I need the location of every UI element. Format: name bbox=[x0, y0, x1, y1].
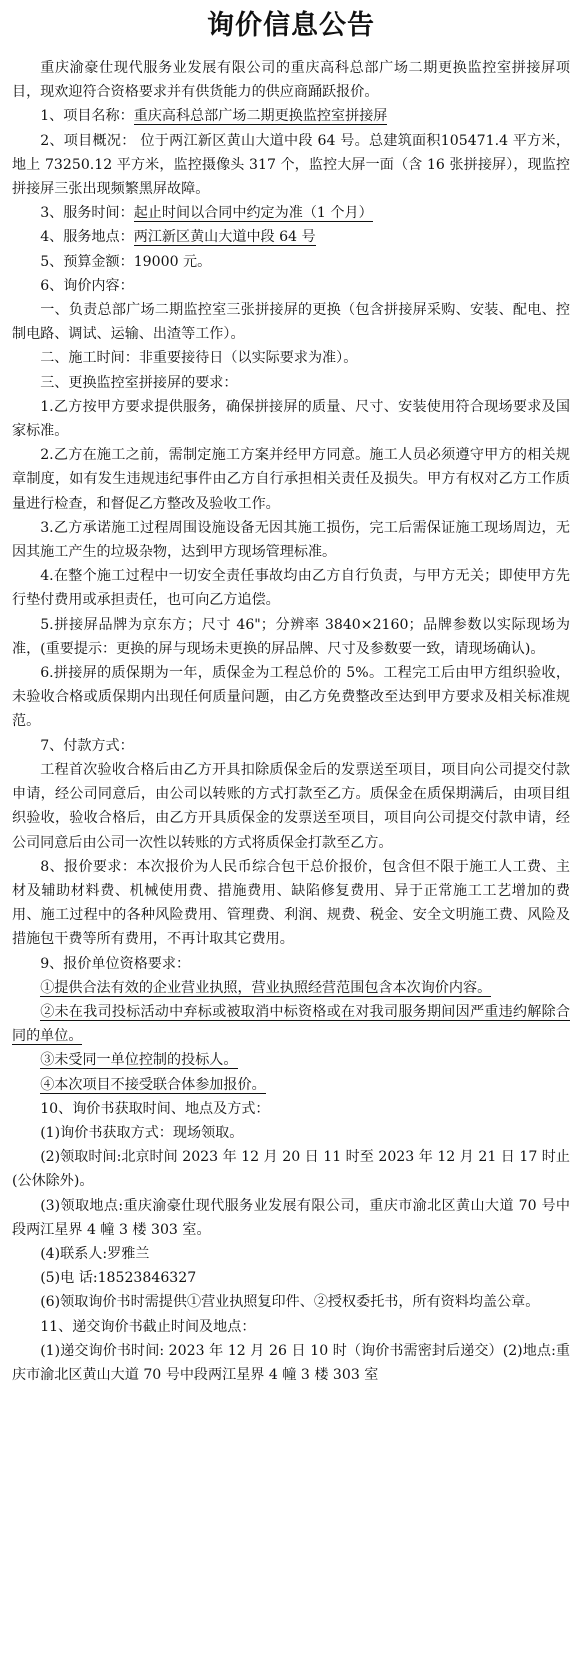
paragraph-text: 一、负责总部广场二期监控室三张拼接屏的更换（包含拼接屏采购、安装、配电、控制电路、调试、运输、出渣等工作）。 bbox=[12, 302, 570, 343]
underlined-text: 两江新区黄山大道中段 64 号 bbox=[133, 229, 316, 246]
announcement-body bbox=[12, 56, 570, 1387]
paragraph-text: 9、报价单位资格要求： bbox=[40, 955, 191, 972]
underlined-text: ②未在我司投标活动中弃标或被取消中标资格或在对我司服务期间因严重违约解除合同的单位。 bbox=[12, 1003, 570, 1045]
paragraph-text: (1)递交询价书时间: 2023 年 12 月 26 日 10 时（询价书需密封后递交）(2)地点:重庆市渝北区黄山大道 70 号中段两江星界 4 幢 3 楼 303 室 bbox=[12, 1342, 570, 1383]
underlined-text: ①提供合法有效的企业营业执照，营业执照经营范围包含本次询价内容。 bbox=[40, 979, 492, 996]
paragraph-text: 1.乙方按甲方要求提供服务，确保拼接屏的质量、尺寸、安装使用符合现场要求及国家标准。 bbox=[12, 398, 570, 440]
paragraph-text: 6、询价内容： bbox=[40, 277, 134, 294]
paragraph bbox=[12, 371, 570, 395]
paragraph bbox=[12, 1266, 570, 1290]
paragraph bbox=[12, 298, 570, 346]
paragraph bbox=[12, 1121, 570, 1145]
paragraph-text: 11、递交询价书截止时间及地点： bbox=[40, 1318, 256, 1335]
paragraph bbox=[12, 104, 570, 128]
item-label: 3、服务时间： bbox=[40, 205, 134, 222]
paragraph-text: 10、询价书获取时间、地点及方式： bbox=[40, 1100, 270, 1117]
paragraph bbox=[12, 129, 570, 202]
paragraph bbox=[12, 516, 570, 564]
paragraph bbox=[12, 395, 570, 443]
paragraph bbox=[12, 1194, 570, 1242]
paragraph bbox=[12, 564, 570, 612]
paragraph bbox=[12, 201, 570, 225]
paragraph bbox=[12, 1145, 570, 1193]
paragraph-text: 2、项目概况： 位于两江新区黄山大道中段 64 号。总建筑面积105471.4 平方米，地上 73250.12 平方米，监控摄像头 317 个，监控大屏一面（含 16 张拼接屏），现监控拼接屏三张出现频繁黑屏故障。 bbox=[12, 132, 570, 198]
item-label: 4、服务地点： bbox=[40, 229, 134, 246]
paragraph-text: 工程首次验收合格后由乙方开具扣除质保金后的发票送至项目，项目向公司提交付款申请，经公司同意后，由公司以转账的方式打款至乙方。质保金在质保期满后，由项目组织验收，验收合格后，由乙方开具质保金的发票送至项目，项目向公司提交付款申请，经公司同意后由公司一次性以转账的方式将质保金打款至乙方。 bbox=[12, 761, 570, 851]
item-label: 1、项目名称： bbox=[40, 108, 134, 125]
paragraph-text: 重庆渝豪仕现代服务业发展有限公司的重庆高科总部广场二期更换监控室拼接屏项目，现欢迎符合资格要求并有供货能力的供应商踊跃报价。 bbox=[12, 60, 570, 101]
paragraph bbox=[12, 1048, 570, 1072]
paragraph-text: (5)电 话:18523846327 bbox=[40, 1270, 197, 1287]
paragraph-text: 6.拼接屏的质保期为一年，质保金为工程总价的 5%。工程完工后由甲方组织验收，未验收合格或质保期内出现任何质量问题，由乙方免费整改至达到甲方要求及相关标准规范。 bbox=[12, 665, 570, 730]
paragraph bbox=[12, 734, 570, 758]
paragraph bbox=[12, 274, 570, 298]
paragraph bbox=[12, 1339, 570, 1387]
paragraph-text: 5、预算金额：19000 元。 bbox=[40, 253, 212, 270]
underlined-text: ④本次项目不接受联合体参加报价。 bbox=[40, 1076, 266, 1093]
underlined-text: ③未受同一单位控制的投标人。 bbox=[40, 1052, 238, 1069]
underlined-text: 起止时间以合同中约定为准（1 个月） bbox=[133, 205, 373, 222]
paragraph bbox=[12, 443, 570, 516]
paragraph bbox=[12, 1315, 570, 1339]
paragraph-text: 4.在整个施工过程中一切安全责任事故均由乙方自行负责，与甲方无关；即使甲方先行垫付费用或承担责任，也可向乙方追偿。 bbox=[12, 568, 570, 609]
paragraph bbox=[12, 225, 570, 249]
paragraph bbox=[12, 613, 570, 661]
paragraph-text: (4)联系人:罗雅兰 bbox=[40, 1245, 150, 1262]
paragraph-text: 2.乙方在施工之前，需制定施工方案并经甲方同意。施工人员必须遵守甲方的相关规章制度，如有发生违规违纪事件由乙方自行承担相关责任及损失。甲方有权对乙方工作质量进行检查，和督促乙方整改及验收工作。 bbox=[12, 447, 570, 512]
paragraph-text: (3)领取地点:重庆渝豪仕现代服务业发展有限公司，重庆市渝北区黄山大道 70 号中段两江星界 4 幢 3 楼 303 室。 bbox=[12, 1197, 570, 1238]
paragraph-text: 二、施工时间：非重要接待日（以实际要求为准）。 bbox=[40, 350, 358, 367]
paragraph bbox=[12, 758, 570, 855]
paragraph bbox=[12, 250, 570, 274]
paragraph-text: (2)领取时间:北京时间 2023 年 12 月 20 日 11 时至 2023 年 12 月 21 日 17 时止(公休除外)。 bbox=[12, 1149, 570, 1190]
paragraph bbox=[12, 1290, 570, 1314]
paragraph bbox=[12, 346, 570, 370]
paragraph-text: 3.乙方承诺施工过程周围设施设备无因其施工损伤，完工后需保证施工现场周边，无因其施工产生的垃圾杂物，达到甲方现场管理标准。 bbox=[12, 519, 570, 561]
paragraph bbox=[12, 1000, 570, 1048]
paragraph-text: (6)领取询价书时需提供①营业执照复印件、②授权委托书，所有资料均盖公章。 bbox=[40, 1294, 540, 1311]
paragraph-text: 7、付款方式： bbox=[40, 737, 134, 754]
paragraph bbox=[12, 952, 570, 976]
page-title: 询价信息公告 bbox=[207, 10, 375, 41]
paragraph bbox=[12, 661, 570, 734]
paragraph-text: 5.拼接屏品牌为京东方；尺寸 46"；分辨率 3840×2160；品牌参数以实际现场为准，(重要提示：更换的屏与现场未更换的屏品牌、尺寸及参数要一致，请现场确认)。 bbox=[12, 616, 570, 657]
paragraph-text: (1)询价书获取方式：现场领取。 bbox=[40, 1124, 244, 1141]
underlined-text: 重庆高科总部广场二期更换监控室拼接屏 bbox=[133, 108, 388, 125]
paragraph bbox=[12, 56, 570, 104]
paragraph bbox=[12, 976, 570, 1000]
paragraph bbox=[12, 1242, 570, 1266]
paragraph bbox=[12, 1073, 570, 1097]
paragraph bbox=[12, 855, 570, 952]
paragraph-text: 8、报价要求：本次报价为人民币综合包干总价报价，包含但不限于施工人工费、主材及辅助材料费、机械使用费、措施费用、缺陷修复费用、异于正常施工工艺增加的费用、施工过程中的各种风险费用、管理费、利润、规费、税金、安全文明施工费、风险及措施包干费等所有费用，不再计取其它费用。 bbox=[12, 858, 570, 948]
paragraph bbox=[12, 1097, 570, 1121]
paragraph-text: 三、更换监控室拼接屏的要求： bbox=[40, 374, 238, 391]
